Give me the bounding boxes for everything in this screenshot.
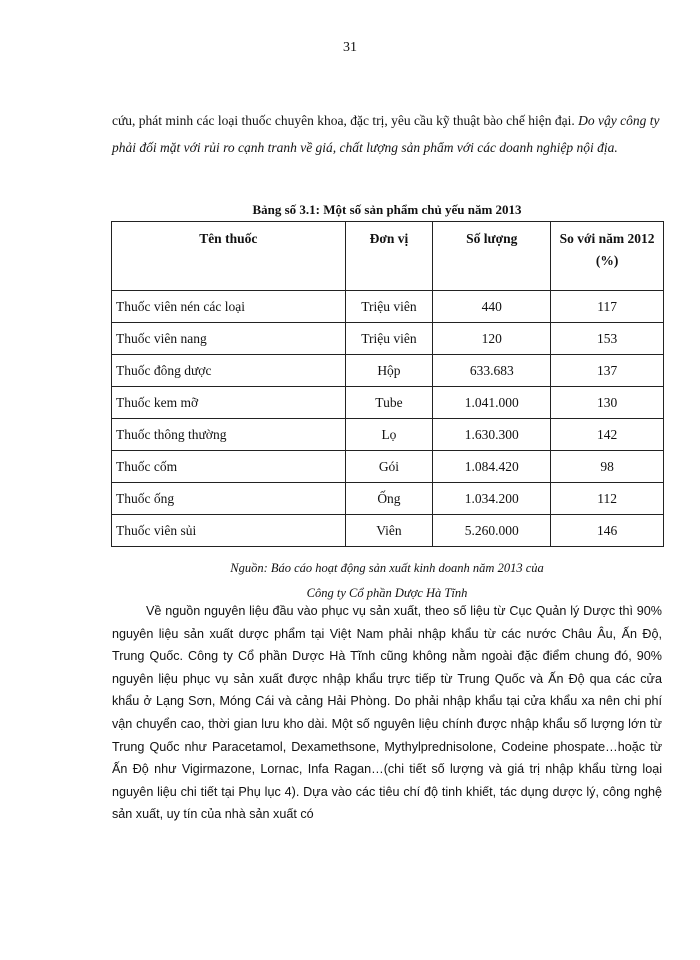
- cell-unit: Gói: [345, 451, 433, 483]
- cell-unit: Triệu viên: [345, 323, 433, 355]
- cell-vs-2012: 112: [551, 483, 664, 515]
- cell-vs-2012: 153: [551, 323, 664, 355]
- cell-drug-name: Thuốc cốm: [112, 451, 346, 483]
- table-header-row: [112, 222, 664, 291]
- table-row: [112, 355, 664, 387]
- table-row: [112, 291, 664, 323]
- table-source-note: [112, 556, 662, 606]
- intro-italic-text: Do vậy công ty phải đối mặt với rủi ro cạnh tranh về giá, chất lượng sản phẩm với các doanh nghiệp nội địa.: [112, 113, 660, 155]
- intro-paragraph: [112, 107, 662, 161]
- cell-vs-2012: 98: [551, 451, 664, 483]
- cell-unit: Viên: [345, 515, 433, 547]
- cell-quantity: 1.034.200: [433, 483, 551, 515]
- cell-quantity: 5.260.000: [433, 515, 551, 547]
- cell-drug-name: Thuốc viên nang: [112, 323, 346, 355]
- source-line-1: Nguồn: Báo cáo hoạt động sản xuất kinh doanh năm 2013 của: [230, 561, 544, 575]
- cell-vs-2012: 130: [551, 387, 664, 419]
- cell-unit: Tube: [345, 387, 433, 419]
- cell-drug-name: Thuốc viên nén các loại: [112, 291, 346, 323]
- table-row: [112, 483, 664, 515]
- table-row: [112, 387, 664, 419]
- table-caption: Bảng số 3.1: Một số sản phẩm chủ yếu năm 2013: [252, 202, 522, 217]
- header-quantity: Số lượng: [433, 222, 551, 291]
- cell-vs-2012: 117: [551, 291, 664, 323]
- cell-quantity: 120: [433, 323, 551, 355]
- header-unit: Đơn vị: [345, 222, 433, 291]
- cell-quantity: 633.683: [433, 355, 551, 387]
- intro-text: cứu, phát minh các loại thuốc chuyên khoa, đặc trị, yêu cầu kỹ thuật bào chế hiện đại.: [112, 113, 579, 128]
- cell-unit: Hộp: [345, 355, 433, 387]
- cell-unit: Triệu viên: [345, 291, 433, 323]
- cell-vs-2012: 137: [551, 355, 664, 387]
- cell-vs-2012: 146: [551, 515, 664, 547]
- cell-drug-name: Thuốc ống: [112, 483, 346, 515]
- cell-drug-name: Thuốc thông thường: [112, 419, 346, 451]
- cell-drug-name: Thuốc kem mỡ: [112, 387, 346, 419]
- cell-quantity: 440: [433, 291, 551, 323]
- table-row: [112, 419, 664, 451]
- header-vs-2012: So với năm 2012 (%): [551, 222, 664, 291]
- cell-unit: Lọ: [345, 419, 433, 451]
- source-line-2: Công ty Cổ phần Dược Hà Tĩnh: [306, 586, 468, 600]
- cell-drug-name: Thuốc đông dược: [112, 355, 346, 387]
- cell-quantity: 1.630.300: [433, 419, 551, 451]
- cell-vs-2012: 142: [551, 419, 664, 451]
- body-paragraph: Về nguồn nguyên liệu đầu vào phục vụ sản xuất, theo số liệu từ Cục Quản lý Dược thì 90% nguyên liệu sản xuất dược phẩm tại Việt Nam phải nhập khẩu từ các nước Châu Âu, Ấn Độ, Trung Quốc. Công ty Cổ phần Dược Hà Tĩnh cũng không nằm ngoài đặc điểm chung đó, 90% nguyên liệu phục vụ sản xuất được nhập khẩu trực tiếp từ Trung Quốc và Ấn Độ qua các cửa khẩu ở Lạng Sơn, Móng Cái và cảng Hải Phòng. Do phải nhập khẩu tại cửa khẩu xa nên chi phí vận chuyển cao, thời gian lưu kho dài. Một số nguyên liệu chính được nhập khẩu số lượng lớn từ Trung Quốc như Paracetamol, Dexamethsone, Mythylprednisolone, Codeine phospate…hoặc từ Ấn Độ như Vigirmazone, Lornac, Infa Ragan…(chi tiết số lượng và giá trị nhập khẩu từng loại nguyên liệu chi tiết tại Phụ lục 4). Dựa vào các tiêu chí độ tinh khiết, tác dụng dược lý, công nghệ sản xuất, uy tín của nhà sản xuất có: [112, 604, 662, 822]
- cell-quantity: 1.084.420: [433, 451, 551, 483]
- header-drug-name: Tên thuốc: [112, 222, 346, 291]
- cell-unit: Ống: [345, 483, 433, 515]
- products-table: [111, 221, 664, 547]
- cell-drug-name: Thuốc viên sủi: [112, 515, 346, 547]
- page-number: 31: [343, 40, 357, 55]
- table-row: [112, 515, 664, 547]
- table-row: [112, 323, 664, 355]
- table-row: [112, 451, 664, 483]
- cell-quantity: 1.041.000: [433, 387, 551, 419]
